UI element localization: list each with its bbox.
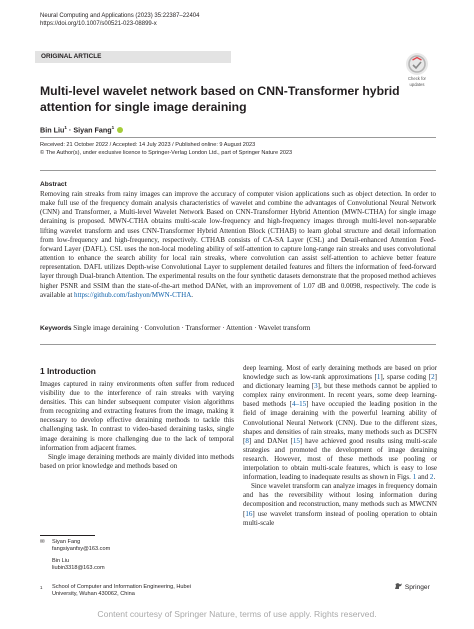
- article-title: Multi-level wavelet network based on CNN-Transformer hybrid attention for single image deraining: [40, 84, 400, 114]
- text-run: Since wavelet transform can analyze images in frequency domain and has the reversibility without losing information during decomposition and reconstruction, many methods such as MWCNN [: [243, 482, 437, 518]
- citation-link[interactable]: 1: [376, 373, 381, 382]
- divider: [40, 137, 436, 138]
- divider: [40, 344, 436, 345]
- courtesy-watermark: Content courtesy of Springer Nature, terms of use apply. Rights reserved.: [97, 609, 377, 619]
- text-run: and: [416, 473, 430, 482]
- email-icon: ✉: [40, 539, 45, 545]
- paragraph: Single image deraining methods are mainly divided into methods based on prior knowledge and methods based on: [40, 452, 234, 470]
- divider: [40, 170, 436, 171]
- abstract-body: Removing rain streaks from rainy images can improve the accuracy of computer vision applications such as object detection. In order to make full use of the frequency domain analysis characteristics of wavelet and combine the advantages of Convolutional Neural Network (CNN) and Transformer, a Multi-level Wavelet Network Based on CNN-Transformer Hybrid Attention (MWN-CTHA) for single image deraining is proposed. MWN-CTHA obtains multi-scale low-frequency and high-frequency images through multi-level non-separable lifting wavelet transform and uses CNN-Transformer Hybrid Attention Block (CTHAB) to learn global structure and detail information from low-frequency and high-frequency, respectively. CTHAB consists of CA-SA Layer (CSL) and Detail-enhanced Attention Feed-forward Layer (DAFL). CSL uses the non-local modeling ability of self-attention to capture long-range rain streaks and uses convolutional attention to enhance the search ability for local rain streaks, where convolution can assist self-attention to achieve better feature representation. DAFL utilizes Depth-wise Convolutional Layer to supplement detailed features and filters the information of feed-forward layer through Dual-branch Attention. The experimental results on the four synthetic datasets demonstrate that the proposed method achieves higher PSNR and SSIM than the state-of-the-art method DANet, with an improvement of 1.07 dB and 0.0098, respectively. The code is available at: [40, 190, 436, 299]
- journal-citation: Neural Computing and Applications (2023) 35:22387–22404: [40, 13, 200, 19]
- affiliation-sup: 1: [40, 585, 43, 590]
- figure-link[interactable]: 1: [412, 473, 417, 482]
- author-name[interactable]: Bin Liu: [40, 125, 65, 135]
- text-run: .: [433, 473, 436, 482]
- affiliation-line: School of Computer and Information Engineering, Hubei: [52, 584, 191, 590]
- author-affiliation-sup: 1: [64, 125, 67, 130]
- copyright-line: © The Author(s), under exclusive licence to Springer-Verlag London Ltd., part of Springer Nature 2023: [40, 150, 293, 156]
- text-run: deep learning. Most of early deraining methods are based on prior knowledge such as low-rank approximations [: [243, 364, 437, 382]
- figure-link[interactable]: 2: [429, 473, 434, 482]
- text-run: ] use wavelet transform instead of pooling operation to obtain multi-scale: [243, 509, 437, 527]
- contact-name: Siyan Fang: [52, 539, 81, 545]
- check-for-updates-button[interactable]: [398, 53, 436, 87]
- orcid-icon[interactable]: [117, 127, 123, 133]
- paragraph: [243, 482, 437, 527]
- affiliation: [40, 584, 234, 599]
- citation-link[interactable]: 15: [292, 436, 300, 445]
- citation-link[interactable]: 8: [245, 436, 249, 445]
- text-run: ] have occupied the leading position in the field of image deraining with the powerful learning ability of Convolutional Neural Network (CNN). Due to the different sizes, shapes and densities of rain streaks, many methods such as DCSFN [: [243, 400, 437, 445]
- text-run: ], but these methods cannot be applied to complex rainy environment. In recent years, some deep learning-based methods [: [243, 382, 437, 409]
- right-column: [243, 364, 437, 528]
- abstract-end: .: [191, 290, 194, 299]
- left-column: [40, 380, 234, 471]
- affiliation-line: University, Wuhan 430062, China: [52, 591, 135, 598]
- citation-link[interactable]: 3: [314, 382, 318, 391]
- doi-link[interactable]: https://doi.org/10.1007/s00521-023-08899-x: [40, 21, 157, 28]
- author-name[interactable]: Siyan Fang: [73, 125, 112, 135]
- dates-line: Received: 21 October 2022 / Accepted: 14 July 2023 / Published online: 9 August 2023: [40, 142, 256, 148]
- citation-link[interactable]: 2: [431, 373, 435, 382]
- article-type-badge: ORIGINAL ARTICLE: [35, 51, 231, 63]
- publication-dates: [40, 141, 292, 157]
- paragraph: [243, 364, 437, 482]
- text-run: ] and dictionary learning [: [243, 373, 438, 391]
- journal-header: [40, 12, 199, 28]
- paragraph: Images captured in rainy environments often suffer from reduced visibility due to the interference of rain streaks with varying densities. This can hinder subsequent computer vision algorithms from recognizing and extracting features from the image, making it necessary to develop effective deraining methods to tackle this challenging task. In contrast to video-based deraining tasks, single image deraining is more challenging due to the lack of temporal information from adjacent frames.: [40, 380, 234, 452]
- publisher-logo: [394, 582, 430, 591]
- second-author-name: Bin Liu: [52, 557, 70, 564]
- author-affiliation-sup: 1: [111, 125, 115, 130]
- publisher-name: Springer: [404, 584, 430, 591]
- keywords-list: Single image deraining · Convolution · Transformer · Attention · Wavelet transform: [73, 324, 311, 332]
- text-run: ] have achieved good results using multi-scale strategies and promoted the development of image deraining research. However, most of these methods use pooling or interpolation to obtain multi-scale features, which is easy to lose information, leading to inadequate results as shown in Figs.: [243, 436, 437, 482]
- springer-horse-icon: [394, 584, 405, 591]
- check-for-updates-label-1: Check for: [408, 76, 426, 81]
- text-run: ], sparse coding [: [380, 373, 432, 382]
- check-for-updates-label-2: updates: [409, 82, 425, 87]
- text-run: ] and DANet [: [248, 436, 293, 445]
- corresponding-author: [40, 539, 234, 573]
- section-heading-introduction: 1 Introduction: [40, 366, 96, 376]
- citation-link[interactable]: 4–15: [292, 400, 307, 409]
- abstract-text: [40, 190, 436, 300]
- author-separator: ·: [68, 125, 74, 135]
- contact-email[interactable]: fangsiyanfsy@163.com: [52, 546, 111, 553]
- abstract-heading: Abstract: [40, 181, 67, 188]
- author-list: [40, 123, 124, 135]
- code-link[interactable]: https://github.com/fashyon/MWN-CTHA: [74, 290, 192, 299]
- check-for-updates-icon: [406, 53, 428, 75]
- citation-link[interactable]: 16: [245, 509, 253, 518]
- keywords-label: Keywords: [40, 325, 72, 332]
- second-author-email[interactable]: liubin3318@163.com: [52, 565, 105, 572]
- keywords: [40, 324, 440, 333]
- footnote-divider: [40, 535, 95, 536]
